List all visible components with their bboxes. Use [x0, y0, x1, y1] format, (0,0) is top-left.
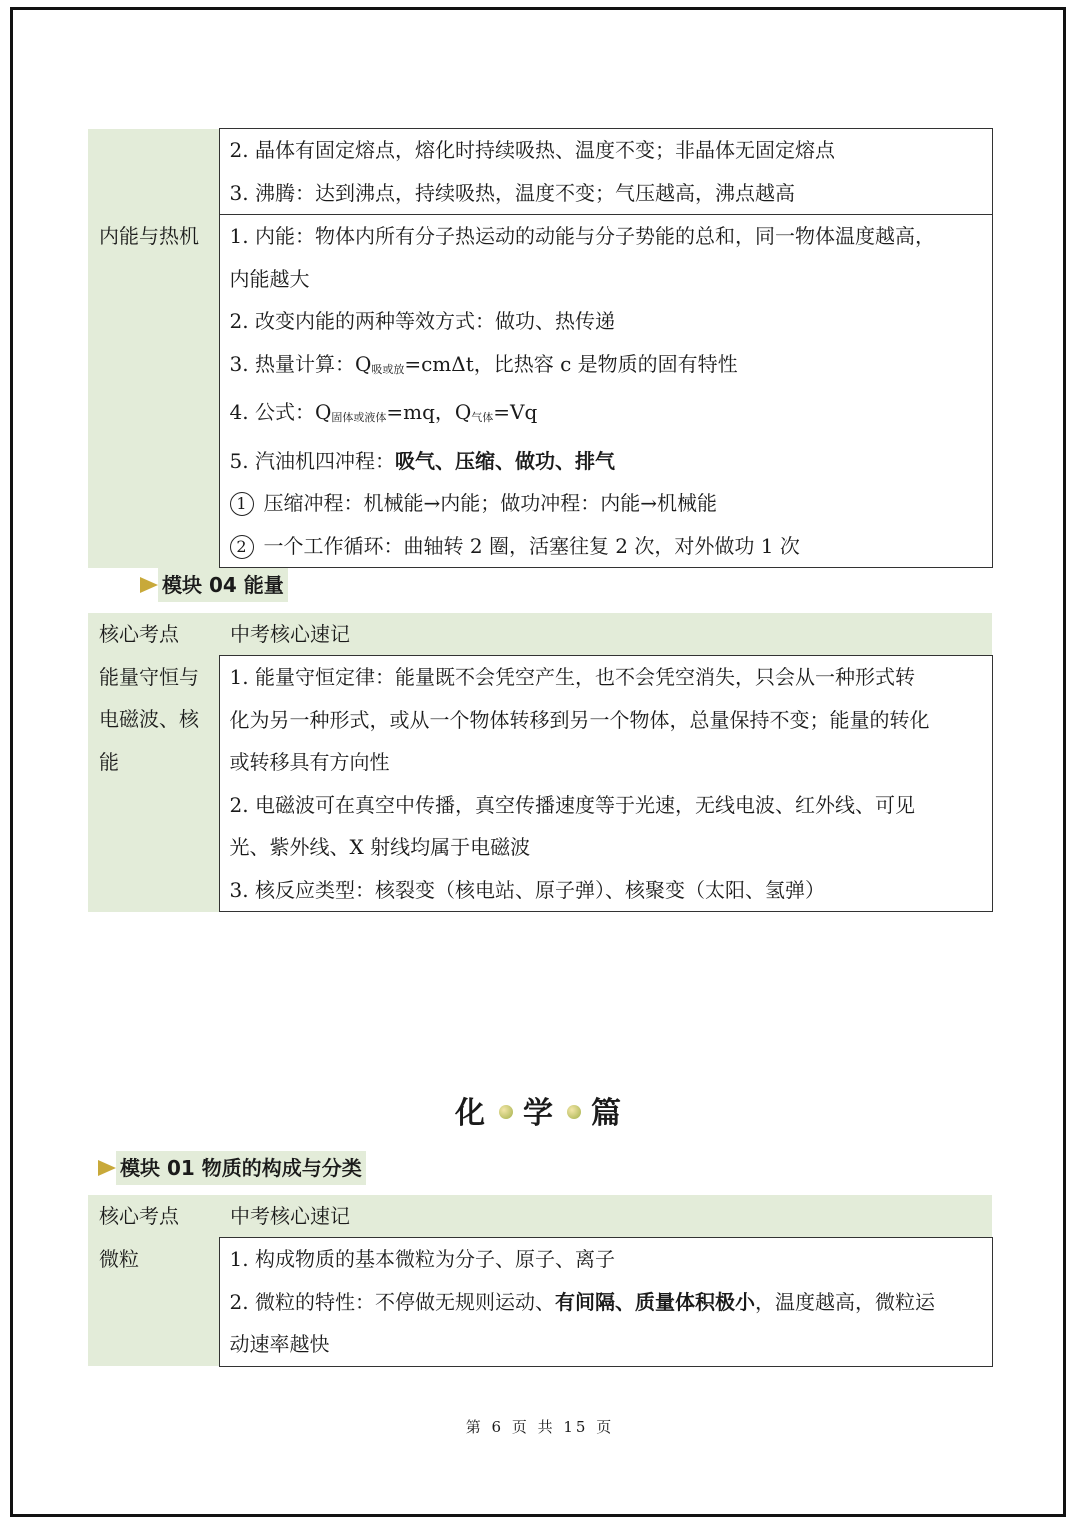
text-run: 一个工作循环：曲轴转 2 圈，活塞往复 2 次，对外做功 1 次 — [263, 533, 800, 558]
subscript: 吸或放 — [371, 362, 405, 376]
section-title-char: 化 — [455, 1096, 489, 1131]
circled-number: 2 — [230, 535, 254, 559]
content-line: 内能越大 — [229, 266, 310, 291]
text-run: =Vq — [493, 400, 538, 424]
table-row — [88, 656, 992, 912]
content-cell — [219, 1238, 992, 1367]
content-line — [230, 525, 982, 568]
table-row — [88, 129, 992, 215]
topic-cell — [88, 656, 219, 912]
content-line: 3. 核反应类型：核裂变（核电站、原子弹）、核聚变（太阳、氢弹） — [229, 877, 825, 902]
text-run: ，温度越高，微粒运 — [754, 1289, 935, 1314]
topic-cell-empty — [88, 129, 219, 215]
content-line — [230, 440, 982, 483]
section-title — [0, 1088, 1080, 1132]
section-title-char: 篇 — [591, 1096, 625, 1131]
content-line — [230, 343, 982, 392]
topic-line: 能 — [99, 749, 119, 774]
content-cell — [219, 129, 992, 215]
bullet-dot-icon — [567, 1105, 581, 1119]
bold-text: 吸气、压缩、做功、排气 — [394, 448, 615, 473]
module-title: 模块 01 物质的构成与分类 — [116, 1151, 366, 1185]
content-line: 2. 晶体有固定熔点，熔化时持续吸热、温度不变；非晶体无固定熔点 — [229, 138, 835, 162]
topic-line: 电磁波、核 — [99, 707, 199, 731]
text-run: 3. 热量计算：Q — [229, 351, 372, 376]
content-line: 1. 能量守恒定律：能量既不会凭空产生，也不会凭空消失，只会从一种形式转 — [229, 665, 915, 689]
text-run: 2. 微粒的特性：不停做无规则运动、 — [229, 1289, 555, 1314]
arrow-icon — [140, 577, 158, 593]
content-line: 或转移具有方向性 — [229, 750, 390, 774]
bullet-dot-icon — [499, 1105, 513, 1119]
header-cell: 中考核心速记 — [219, 613, 992, 656]
table-row — [88, 1238, 992, 1367]
content-line: 动速率越快 — [229, 1332, 330, 1356]
module-heading — [140, 569, 288, 601]
content-line — [230, 482, 982, 525]
arrow-icon — [98, 1160, 116, 1176]
bold-text: 有间隔、质量体积极小 — [554, 1289, 755, 1314]
content-line — [230, 1281, 982, 1324]
module-title: 模块 04 能量 — [158, 568, 288, 602]
topic-line: 能量守恒与 — [99, 664, 199, 689]
content-line: 化为另一种形式，或从一个物体转移到另一个物体，总量保持不变；能量的转化 — [229, 707, 930, 732]
module-heading — [98, 1152, 366, 1184]
topic-cell: 内能与热机 — [88, 215, 219, 568]
text-run: 4. 公式：Q — [229, 400, 332, 424]
physics-table-continued — [88, 128, 993, 568]
table-row — [88, 215, 992, 568]
text-run: =cmΔt，比热容 c 是物质的固有特性 — [404, 351, 738, 376]
page-footer: 第 6 页 共 15 页 — [465, 1418, 615, 1436]
content-cell — [219, 215, 992, 568]
section-title-char: 学 — [523, 1096, 557, 1131]
text-run: 5. 汽油机四冲程： — [229, 448, 395, 473]
text-run: 压缩冲程：机械能→内能；做功冲程：内能→机械能 — [263, 491, 718, 515]
header-cell: 中考核心速记 — [219, 1195, 992, 1238]
circled-number: 1 — [230, 492, 254, 516]
header-cell: 核心考点 — [88, 1195, 219, 1238]
table-header-row — [88, 1195, 992, 1238]
content-cell — [219, 656, 992, 912]
content-line: 1. 内能：物体内所有分子热运动的动能与分子势能的总和，同一物体温度越高， — [229, 224, 935, 248]
subscript: 气体 — [471, 411, 494, 424]
content-line: 光、紫外线、X 射线均属于电磁波 — [229, 835, 531, 859]
content-line: 2. 电磁波可在真空中传播，真空传播速度等于光速，无线电波、红外线、可见 — [229, 792, 915, 817]
text-run: =mq，Q — [386, 400, 472, 424]
content-line: 3. 沸腾：达到沸点，持续吸热，温度不变；气压越高，沸点越高 — [229, 180, 795, 205]
energy-table — [88, 613, 993, 912]
header-cell: 核心考点 — [88, 613, 219, 656]
matter-table — [88, 1195, 993, 1367]
subscript: 固体或液体 — [331, 411, 387, 424]
content-line: 2. 改变内能的两种等效方式：做功、热传递 — [229, 309, 615, 333]
content-line: 1. 构成物质的基本微粒为分子、原子、离子 — [229, 1247, 615, 1271]
content-line — [230, 391, 982, 440]
topic-cell: 微粒 — [88, 1238, 219, 1367]
table-header-row — [88, 613, 992, 656]
